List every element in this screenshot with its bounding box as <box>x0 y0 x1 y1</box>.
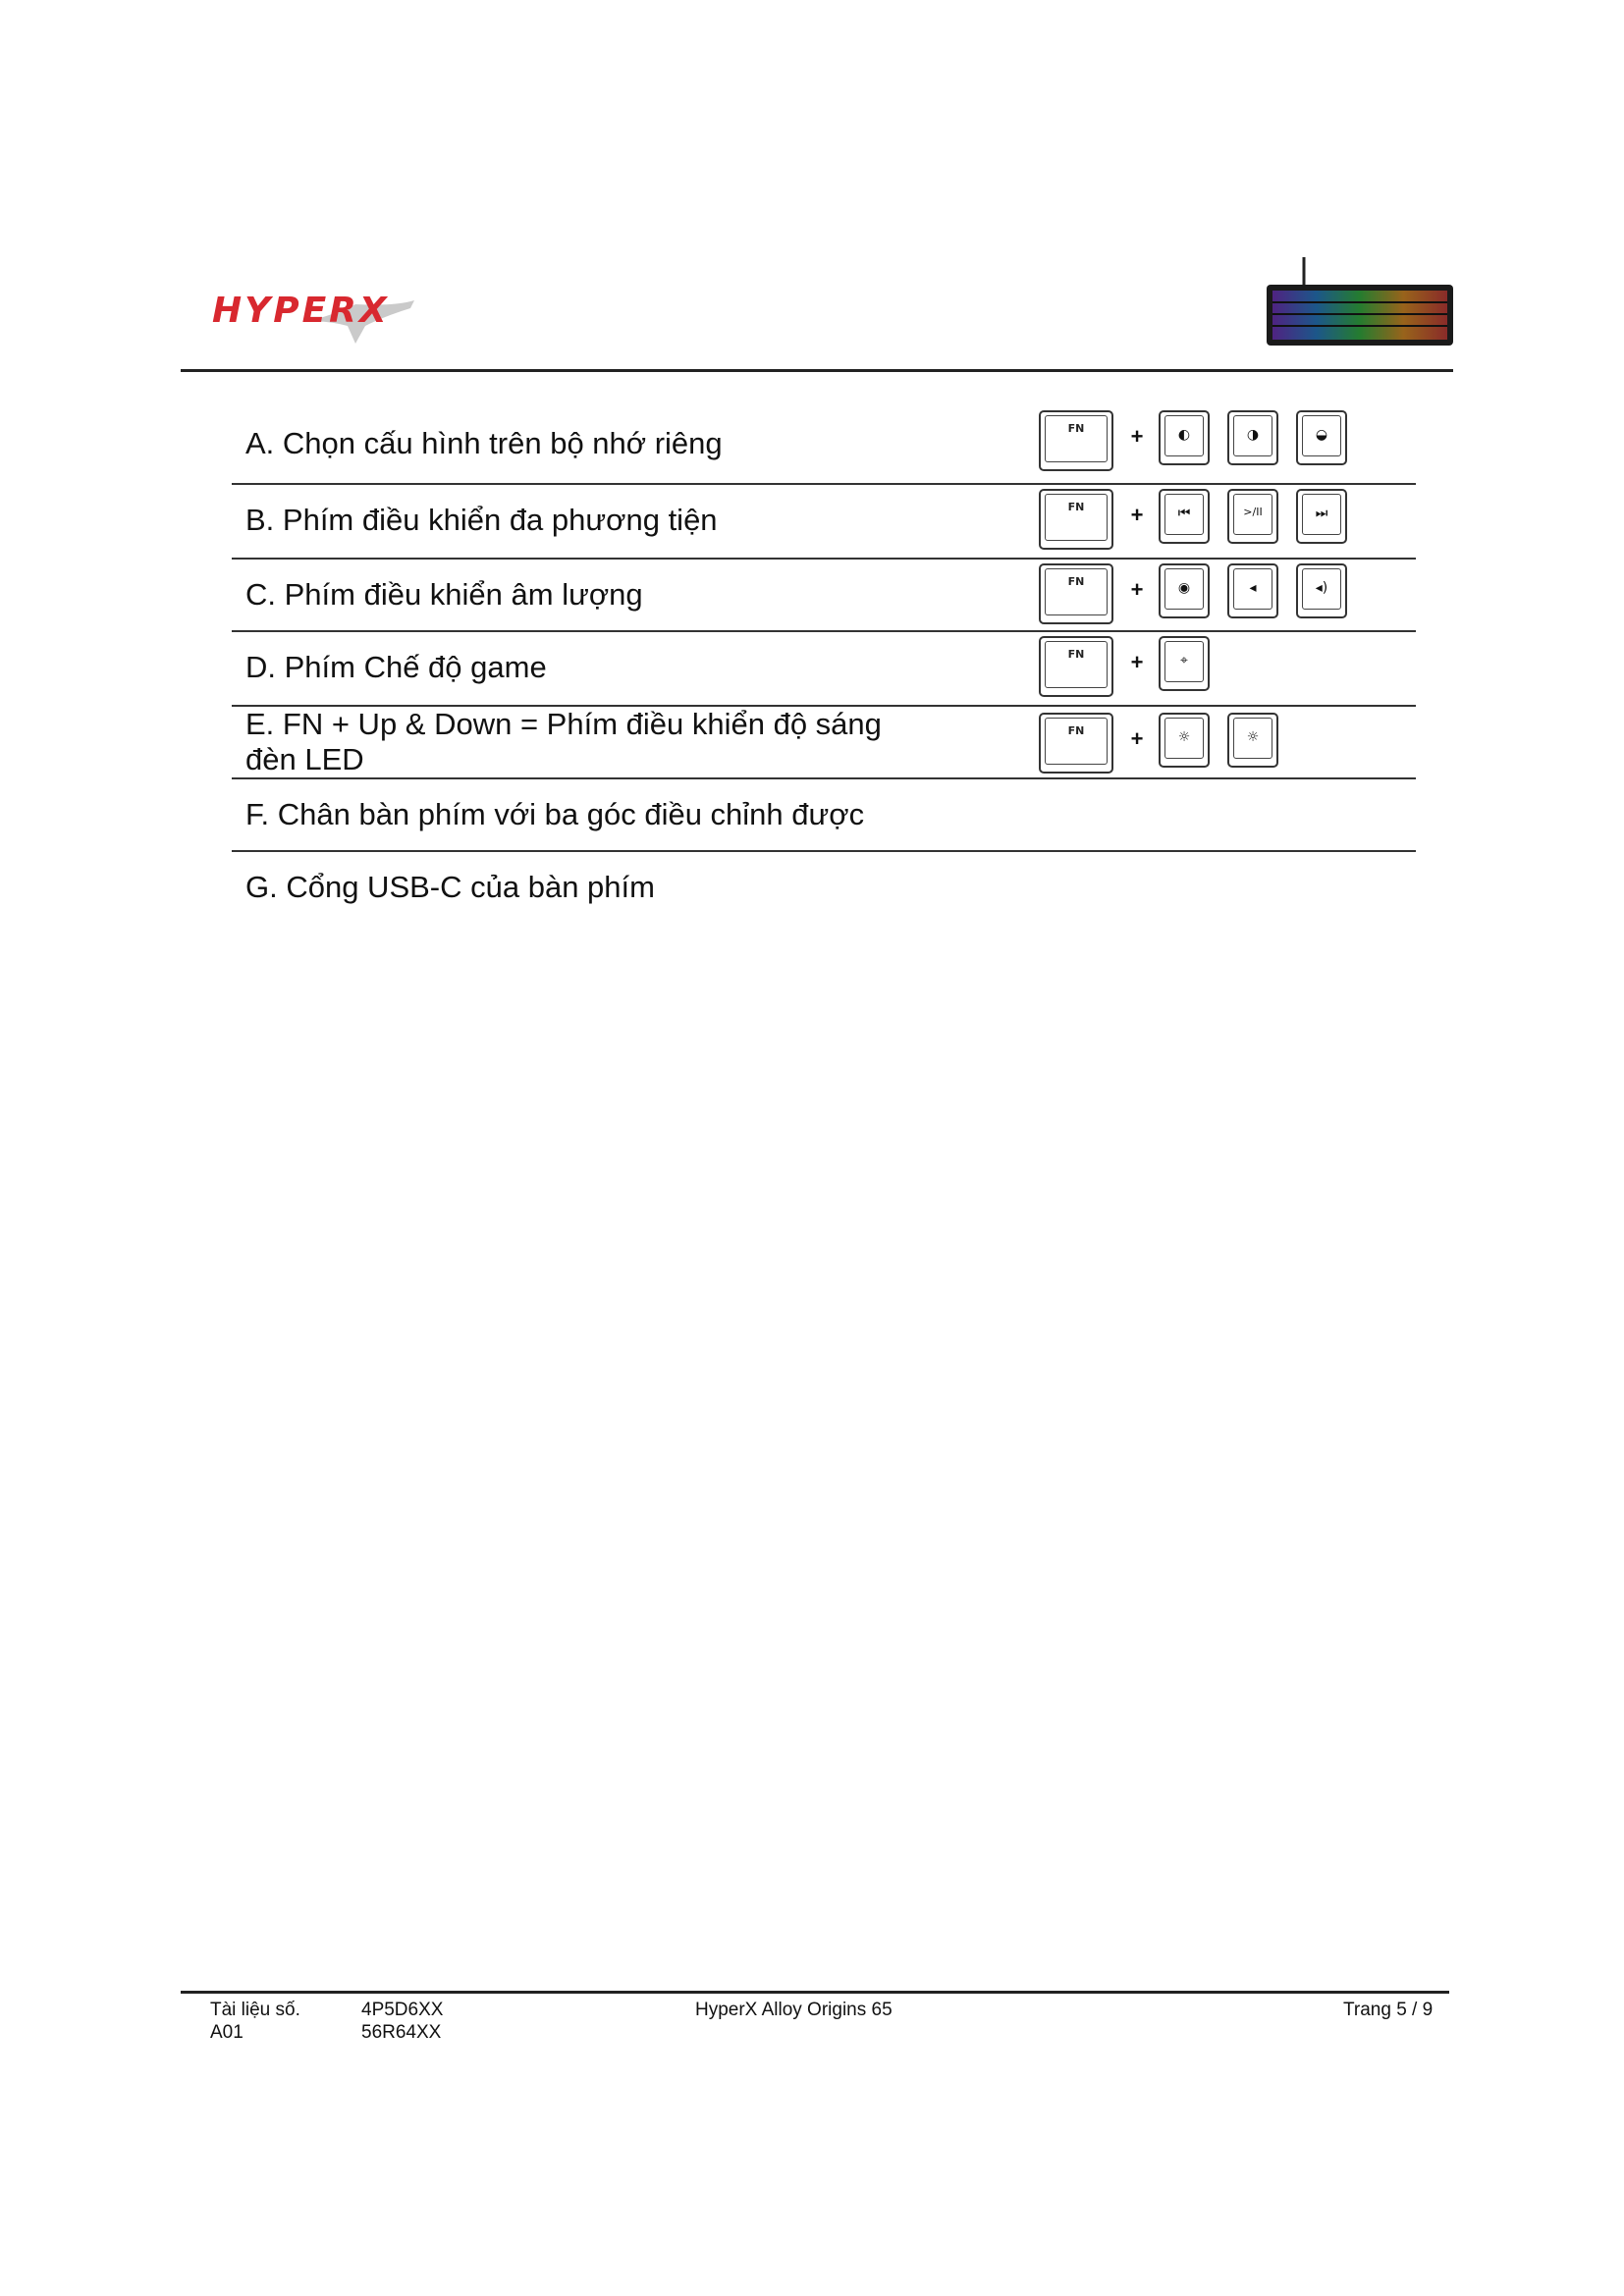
fn-key: FN <box>1039 636 1113 697</box>
item-label: E. FN + Up & Down = Phím điều khiển độ sáng đèn LED <box>245 707 882 776</box>
volume-up-icon: ◂) <box>1296 563 1347 618</box>
footer-divider <box>181 1991 1449 1994</box>
list-item-e <box>232 707 1416 779</box>
list-item-d <box>232 632 1416 707</box>
volume-down-icon: ◂ <box>1227 563 1278 618</box>
footer-doc-number-2: 56R64XX <box>361 2022 442 2043</box>
item-label: D. Phím Chế độ game <box>245 650 547 684</box>
footer-doc-number: 4P5D6XX <box>361 2000 444 2020</box>
item-label: B. Phím điều khiển đa phương tiện <box>245 503 718 537</box>
item-label: G. Cổng USB-C của bàn phím <box>245 870 655 904</box>
fn-key: FN <box>1039 489 1113 550</box>
list-item-a <box>232 406 1416 485</box>
plus-sign: + <box>1130 650 1144 674</box>
footer-revision: A01 <box>210 2022 244 2043</box>
item-label: A. Chọn cấu hình trên bộ nhớ riêng <box>245 426 723 460</box>
mute-icon: ◉ <box>1159 563 1210 618</box>
list-item-b <box>232 485 1416 560</box>
list-item-f <box>232 779 1416 852</box>
plus-sign: + <box>1130 577 1144 602</box>
list-item-c <box>232 560 1416 632</box>
keyboard-rgb-icon <box>1261 257 1457 351</box>
footer-doc-label: Tài liệu số. <box>210 2000 300 2020</box>
plus-sign: + <box>1130 503 1144 527</box>
brightness-up-icon: ☼ <box>1159 713 1210 768</box>
fn-key: FN <box>1039 563 1113 624</box>
item-label: F. Chân bàn phím với ba góc điều chỉnh được <box>245 797 865 831</box>
hyperx-logo <box>208 287 424 365</box>
fn-key: FN <box>1039 713 1113 774</box>
item-label: C. Phím điều khiển âm lượng <box>245 577 643 612</box>
footer-product: HyperX Alloy Origins 65 <box>695 2000 893 2020</box>
header-divider <box>181 369 1453 372</box>
next-track-icon: ⏭ <box>1296 489 1347 544</box>
footer-page-number: Trang 5 / 9 <box>1343 2000 1434 2020</box>
profile-2-icon: ◑ <box>1227 410 1278 465</box>
profile-1-icon: ◐ <box>1159 410 1210 465</box>
brightness-down-icon: ☼ <box>1227 713 1278 768</box>
plus-sign: + <box>1130 424 1144 449</box>
profile-3-icon: ◒ <box>1296 410 1347 465</box>
plus-sign: + <box>1130 726 1144 751</box>
list-item-g <box>232 852 1416 923</box>
game-mode-icon: ⌖ <box>1159 636 1210 691</box>
hyperx-logo-text: HYPERX <box>212 291 390 331</box>
fn-key: FN <box>1039 410 1113 471</box>
previous-track-icon: ⏮ <box>1159 489 1210 544</box>
play-pause-icon: >/II <box>1227 489 1278 544</box>
